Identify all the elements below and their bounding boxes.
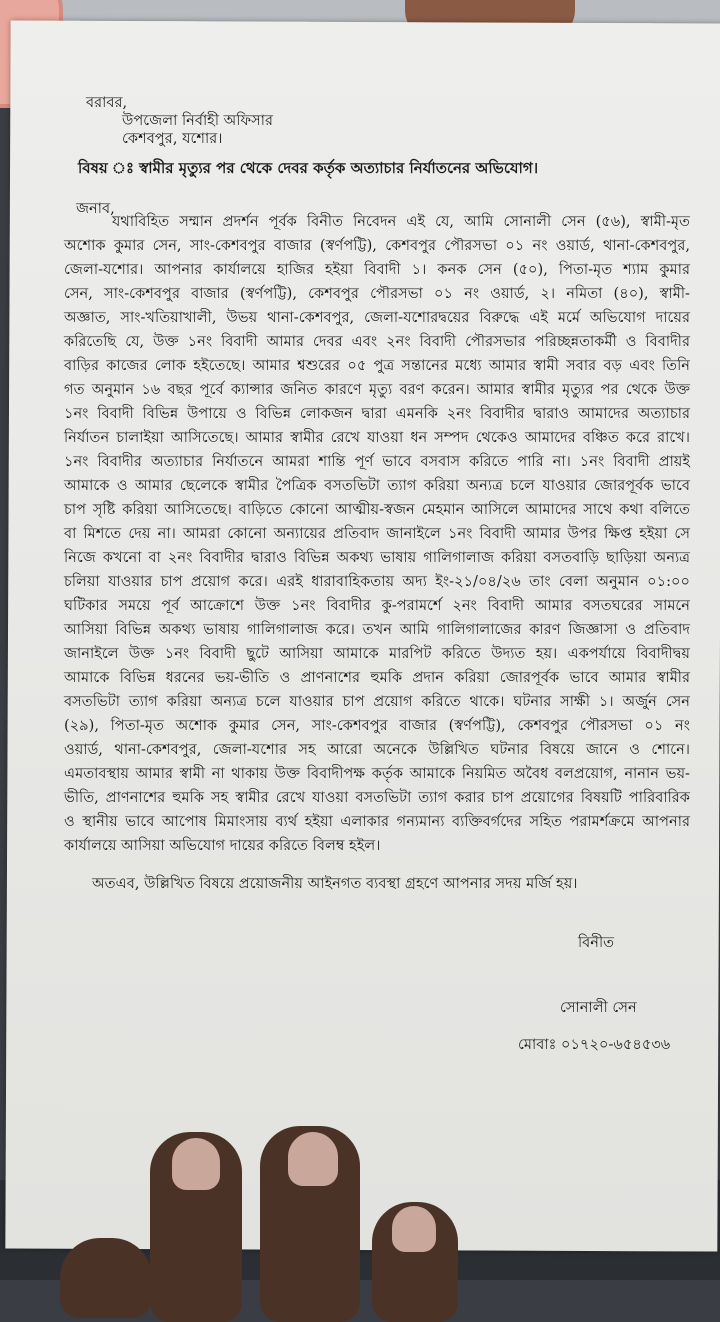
body-line: ভীতি, প্রাণনাশের হুমকি সহ স্বামীর রেখে যাওয়া বসতভিটা ত্যাগ করার চাপ প্রয়োগের বিষয়টি পারিবারিক — [64, 789, 690, 806]
letter-greeting: জনাব, — [76, 200, 115, 217]
body-line: আমাকে বিভিন্ন ধরনের ভয়-ভীতি ও প্রাণনাশের হুমকি প্রদান করিয়া জোরপূর্বক ভাবে আমার স্বামীর — [64, 669, 690, 686]
body-line: (২৯), পিতা-মৃত অশোক কুমার সেন, সাং-কেশবপুর বাজার (স্বর্ণপট্টি), কেশবপুর পৌরসভা ০১ নং — [64, 717, 690, 734]
body-line: গত অনুমান ১৬ বছর পূর্বে ক্যান্সার জনিত কারণে মৃত্যু বরণ করেন। আমার স্বামীর মৃত্যুর পর থেকে উক্ত — [64, 381, 690, 398]
body-line: নিজে কখনো বা ২নং বিবাদীর দ্বারাও বিভিন্ন অকথ্য ভাষায় গালিগালাজ করিয়া বসতবাড়ি ছাড়িয়া অন্যত্র — [64, 549, 690, 566]
body-line: ঘটিকার সময়ে পূর্ব আক্রোশে উক্ত ১নং বিবাদীর কু-পরামর্শে ২নং বিবাদী আমার বসতঘরের সামনে — [64, 597, 690, 614]
body-line: ১নং বিবাদী বিভিন্ন উপায়ে ও বিভিন্ন লোকজন দ্বারা এমনকি ২নং বিবাদীর দ্বারাও আমাদের অত্যাচার — [64, 405, 690, 422]
body-line: এমতাবস্থায় আমার স্বামী না থাকায় উক্ত বিবাদীপক্ষ কর্তৃক আমাকে নিয়মিত অবৈধ বলপ্রয়োগ, নানান ভয়- — [64, 765, 690, 782]
fingernail — [172, 1138, 220, 1190]
body-line: যথাবিহিত সম্মান প্রদর্শন পূর্বক বিনীত নিবেদন এই যে, আমি সোনালী সেন (৫৬), স্বামী-মৃত — [112, 213, 690, 230]
fingernail — [288, 1132, 338, 1186]
body-line: সেন, সাং-কেশবপুর বাজার (স্বর্ণপট্টি), কেশবপুর পৌরসভা ০১ নং ওয়ার্ড, ২। নমিতা (৪০), স্বামী- — [64, 285, 690, 302]
body-line: অজ্ঞাত, সাং-খতিয়াখালী, উভয় থানা-কেশবপুর, জেলা-যশোরদ্বয়ের বিরুদ্ধে এই মর্মে অভিযোগ দায়ের — [64, 309, 690, 326]
body-line: আমাকে ও আমার ছেলেকে স্বামীর পৈত্রিক বসতভিটা ত্যাগ করিয়া অন্যত্র চলে যাওয়ার জোরপূর্বক ভাবে — [64, 477, 690, 494]
body-line: আসিয়া বিভিন্ন অকথ্য ভাষায় গালিগালাজ করে। তখন আমি গালিগালাজের কারণ জিজ্ঞাসা ও প্রতিবাদ — [64, 621, 690, 638]
signatory-name: সোনালী সেন — [560, 999, 637, 1016]
body-line: ওয়ার্ড, থানা-কেশবপুর, জেলা-যশোর সহ আরো অনেকে উল্লিখিত ঘটনার বিষয়ে জানে ও শোনে। — [64, 741, 690, 758]
sign-off: বিনীত — [578, 934, 615, 951]
letter-subject: বিষয় ঃ স্বামীর মৃত্যুর পর থেকে দেবর কর্তৃক অত্যাচার নির্যাতনের অভিযোগ। — [78, 159, 539, 177]
body-line: জেলা-যশোর। আপনার কার্যালয়ে হাজির হইয়া বিবাদী ১। কনক সেন (৫০), পিতা-মৃত শ্যাম কুমার — [64, 261, 690, 278]
body-line: অশোক কুমার সেন, সাং-কেশবপুর বাজার (স্বর্ণপট্টি), কেশবপুর পৌরসভা ০১ নং ওয়ার্ড, থানা-কেশবপুর, — [64, 237, 690, 254]
closing-request: অতএব, উল্লিখিত বিষয়ে প্রয়োজনীয় আইনগত ব্যবস্থা গ্রহণে আপনার সদয় মর্জি হয়। — [92, 875, 578, 892]
addressee-designation: উপজেলা নির্বাহী অফিসার — [122, 112, 274, 129]
mobile-number: মোবাঃ ০১৭২০-৬৫৪৫৩৬ — [518, 1036, 671, 1053]
body-line: জানাইলে উক্ত ১নং বিবাদী ছুটে আসিয়া আমাকে মারপিট করিতে উদ্যত হয়। একপর্যায়ে বিবাদীদ্বয় — [64, 645, 690, 662]
body-line: চলিয়া যাওয়ার চাপ প্রয়োগ করে। এরই ধারাবাহিকতায় অদ্য ইং-২১/০৪/২৬ তাং বেলা অনুমান ০১:০০ — [64, 573, 690, 590]
body-line: ১নং বিবাদীর অত্যাচার নির্যাতনে আমরা শান্তি পূর্ণ ভাবে বসবাস করিতে পারি না। ১নং বিবাদী প্রায়ই — [64, 453, 690, 470]
body-line: ও স্থানীয় ভাবে আপোষ মিমাংসায় ব্যর্থ হইয়া এলাকার গন্যমান্য ব্যক্তিবর্গদের সহিত পরামর্শক্রমে আপনার — [64, 813, 690, 830]
body-line: চাপ সৃষ্টি করিয়া আসিতেছে। বাড়িতে কোনো আত্মীয়-স্বজন মেহমান আসিলে আমাদের সাথে কথা বলিতে — [64, 501, 690, 518]
body-line: বসতভিটা ত্যাগ করিয়া অন্যত্র চলে যাওয়ার চাপ প্রয়োগ করিতে থাকে। ঘটনার সাক্ষী ১। অর্জুন সেন — [64, 693, 690, 710]
body-line: কার্যালয়ে আসিয়া অভিযোগ দায়ের করিতে বিলম্ব হইল। — [64, 837, 381, 854]
fingernail — [392, 1206, 436, 1252]
body-line: বাড়ির কাজের লোক হইতেছে। আমার শ্বশুরের ০৫ পুত্র সন্তানের মধ্যে আমার স্বামী সবার বড় এবং তিনি — [64, 357, 690, 374]
body-line: বা মিশতে দেয় না। আমরা কোনো অন্যায়ের প্রতিবাদ জানাইলে ১নং বিবাদী আমার উপর ক্ষিপ্ত হইয়া সে — [64, 525, 690, 542]
body-line: করিতেছি যে, উক্ত ১নং বিবাদী আমার দেবর এবং ২নং বিবাদী পৌরসভার পরিচ্ছন্নতাকর্মী ও বিবাদীর — [64, 333, 690, 350]
body-line: নির্যাতন চালাইয়া আসিতেছে। আমার স্বামীর রেখে যাওয়া ধন সম্পদ থেকেও আমাদের বঞ্চিত করে রাখে। — [64, 429, 690, 446]
addressee-salutation: বরাবর, — [86, 94, 128, 111]
finger — [60, 1238, 152, 1318]
addressee-place: কেশবপুর, যশোর। — [122, 130, 223, 147]
